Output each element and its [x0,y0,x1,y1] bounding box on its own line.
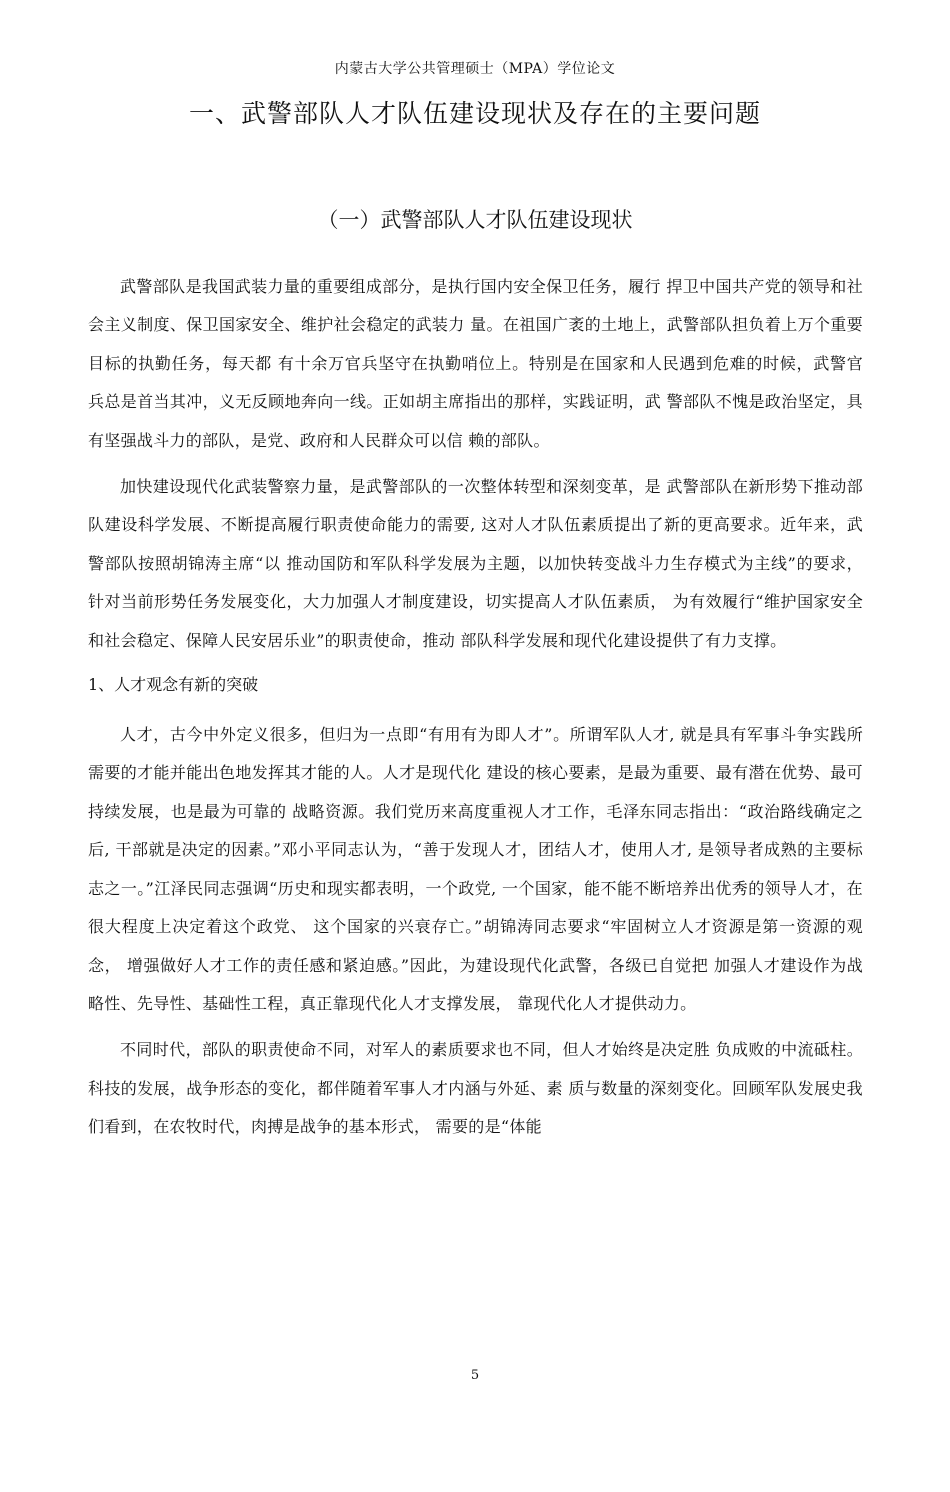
subsection-heading: 1、人才观念有新的突破 [88,675,259,695]
paragraph-2: 加快建设现代化武装警察力量，是武警部队的一次整体转型和深刻变革，是 武警部队在新形势下推动部队建设科学发展、不断提高履行职责使命能力的需要, 这对人才队伍素质提出了新的更高要求。近年来，武警部队按照胡锦涛主席“以 推动国防和军队科学发展为主题，以加快转变战斗力生存模式为主线”的要求， 针对当前形势任务发展变化，大力加强人才制度建设，切实提高人才队伍素质， 为有效履行“维护国家安全和社会稳定、保障人民安居乐业”的职责使命，推动 部队科学发展和现代化建设提供了有力支撑。 [88,477,863,650]
paragraph-1: 武警部队是我国武装力量的重要组成部分，是执行国内安全保卫任务，履行 捍卫中国共产党的领导和社会主义制度、保卫国家安全、维护社会稳定的武装力 量。在祖国广袤的土地上，武警部队担负着上万个重要目标的执勤任务，每天都 有十余万官兵坚守在执勤哨位上。特别是在国家和人民遇到危难的时候，武警官 兵总是首当其冲，义无反顾地奔向一线。正如胡主席指出的那样，实践证明，武 警部队不愧是政治坚定，具有坚强战斗力的部队，是党、政府和人民群众可以信 赖的部队。 [88,277,863,450]
chapter-title: 一、武警部队人才队伍建设现状及存在的主要问题 [188,99,761,128]
paragraph-3: 人才，古今中外定义很多，但归为一点即“有用有为即人才”。所谓军队人才, 就是具有军事斗争实践所需要的才能并能出色地发挥其才能的人。人才是现代化 建设的核心要素，是最为重要、最有潜在优势、最可持续发展，也是最为可靠的 战略资源。我们党历来高度重视人才工作，毛泽东同志指出：“政治路线确定之后, 干部就是决定的因素。”邓小平同志认为，“善于发现人才，团结人才，使用人才, 是领导者成熟的主要标志之一。”江泽民同志强调“历史和现实都表明，一个政党, 一个国家，能不能不断培养出优秀的领导人才，在很大程度上决定着这个政党、 这个国家的兴衰存亡。”胡锦涛同志要求“牢固树立人才资源是第一资源的观念， 增强做好人才工作的责任感和紧迫感。”因此，为建设现代化武警，各级已自觉把 加强人才建设作为战略性、先导性、基础性工程，真正靠现代化人才支撑发展， 靠现代化人才提供动力。 [88,725,863,1013]
section-title: （一）武警部队人才队伍建设现状 [317,208,633,232]
paragraph-4: 不同时代，部队的职责使命不同，对军人的素质要求也不同，但人才始终是决定胜 负成败的中流砥柱。科技的发展，战争形态的变化，都伴随着军事人才内涵与外延、素 质与数量的深刻变化。回顾军队发展史我们看到，在农牧时代，肉搏是战争的基本形式， 需要的是“体能 [88,1040,863,1137]
running-header: 内蒙古大学公共管理硕士（MPA）学位论文 [334,61,616,77]
body-text [88,268,863,1147]
page-number: 5 [470,1368,480,1383]
